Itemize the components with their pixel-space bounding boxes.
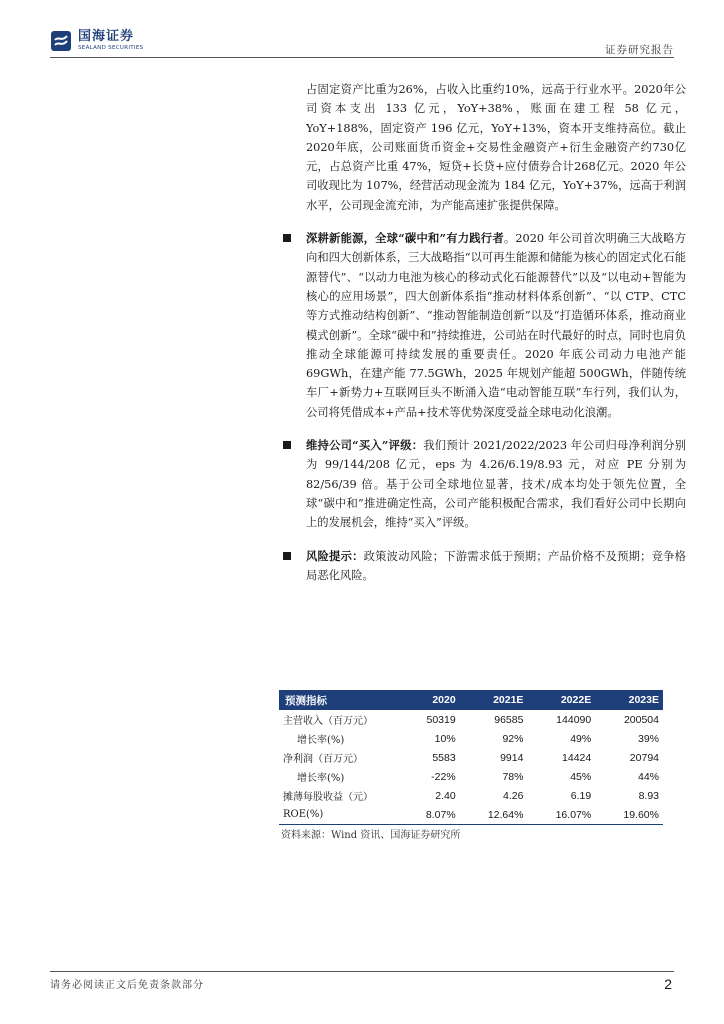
table-cell: 49% — [570, 732, 592, 745]
forecast-table — [279, 690, 663, 825]
page-number: 2 — [664, 976, 672, 992]
bullet-square-icon — [283, 441, 291, 449]
sealand-logo-icon — [50, 30, 72, 52]
table-cell: 96585 — [494, 713, 524, 726]
disclaimer-note: 请务必阅读正文后免责条款部分 — [50, 980, 204, 991]
bullet-text: 我们预计 2021/2022/2023 年公司归母净利润分别为 99/144/208 亿元，eps 为 4.26/6.19/8.93 元，对应 PE 分别为 82/56/39 倍。基于公司全球地位显著，技术/成本均处于领先位置，全球“碳中和”推进确定性高，公司产能积极配合需求，我们看好公司中长期向上的发展机会，维持“买入”评级。 — [306, 439, 687, 530]
table-cell: 12.64% — [460, 805, 528, 825]
intro-paragraph: 占固定资产比重为26%，占收入比重约10%，远高于行业水平。2020年公司资本支出 133 亿元，YoY+38%，账面在建工程 58 亿元，YoY+188%，固定资产 196 亿元，YoY+13%，资本开支维持高位。截止2020年底，公司账面货币资金+交易性金融资产+衍生金融资产约730亿元，占总资产比重 47%，短贷+长贷+应付债券合计268亿元。2020 年公司收现比为 107%，经营活动现金流为 184 亿元，YoY+37%，远高于利润水平，公司现金流充沛，为产能高速扩张提供保障。 — [306, 83, 686, 212]
header-divider — [50, 57, 674, 58]
page-header — [50, 30, 674, 60]
bullet-lead: 风险提示： — [306, 548, 364, 563]
bullet-text: 政策波动风险；下游需求低于预期；产品价格不及预期；竞争格局恶化风险。 — [306, 549, 686, 582]
bullet-lead: 深耕新能源，全球“碳中和”有力践行者 — [306, 231, 504, 246]
bullet-paragraph-risk — [306, 547, 686, 586]
row-label: 主营收入（百万元） — [283, 716, 373, 727]
row-label: 摊薄每股收益（元） — [283, 792, 373, 803]
logo-chinese: 国海证券 — [78, 29, 135, 44]
table-cell: 2.40 — [435, 789, 456, 802]
table-cell: 4.26 — [503, 789, 524, 802]
table-row — [279, 767, 663, 786]
company-logo — [50, 30, 143, 52]
table-cell: 45% — [570, 770, 592, 783]
table-cell: 92% — [502, 732, 524, 745]
table-row — [279, 786, 663, 805]
table-cell: 19.60% — [595, 805, 663, 825]
table-cell: 8.93 — [638, 789, 659, 802]
table-cell: 78% — [502, 770, 524, 783]
bullet-paragraph-rating — [306, 436, 686, 532]
bullet-lead: 维持公司“买入”评级： — [306, 438, 424, 453]
table-cell: 50319 — [426, 713, 456, 726]
row-label: 增长率(%) — [297, 773, 345, 784]
row-label: 净利润（百万元） — [283, 754, 363, 765]
table-cell: 6.19 — [570, 789, 592, 802]
table-cell: 8.07% — [401, 805, 460, 825]
bullet-square-icon — [283, 552, 291, 560]
main-content — [306, 80, 686, 585]
table-cell: 20794 — [629, 751, 659, 764]
table-cell: 144090 — [556, 713, 592, 726]
table-row — [279, 805, 663, 825]
row-label: 增长率(%) — [297, 735, 345, 746]
table-cell: 10% — [434, 732, 456, 745]
table-cell: 200504 — [623, 713, 659, 726]
table-row — [279, 710, 663, 729]
table-cell: 5583 — [432, 751, 456, 764]
bullet-paragraph-strategy — [306, 229, 686, 422]
logo-english: SEALAND SECURITIES — [78, 45, 144, 51]
table-header-cell: 2021E — [460, 690, 528, 710]
table-header-cell: 2023E — [595, 690, 663, 710]
table-row — [279, 748, 663, 767]
table-header-cell: 2022E — [527, 690, 595, 710]
report-type-label: 证券研究报告 — [605, 44, 674, 56]
row-label: ROE(%) — [279, 805, 401, 825]
table-cell: 9914 — [500, 751, 524, 764]
table-header-cell: 2020 — [401, 690, 460, 710]
table-header-cell: 预测指标 — [279, 690, 401, 710]
bullet-square-icon — [283, 234, 291, 242]
table-header-row — [279, 690, 663, 710]
table-cell: 14424 — [562, 751, 592, 764]
bullet-text: 。2020 年公司首次明确三大战略方向和四大创新体系，三大战略指“以可再生能源和储能为核心的固定式化石能源替代”、“以动力电池为核心的移动式化石能源替代”以及“以电动+智能为核心的应用场景”，四大创新体系指“推动材料体系创新”、“以 CTP、CTC 等方式推动结构创新”、“推动智能制造创新”以及“打造循环体系，推动商业模式创新”。全球“碳中和”持续推进，公司站在时代最好的时点，同时也肩负推动全球能源可持续发展的重要责任。2020 年底公司动力电池产能 69GWh，在建产能 77.5GWh，2025 年规划产能超 500GWh，伴随传统车厂+新势力+互联网巨头不断涌入造“电动智能互联”车行列，我们认为，公司将凭借成本+产品+技术等优势深度受益全球电动化浪潮。 — [306, 232, 687, 419]
footer-divider — [50, 971, 674, 972]
table-source-note: 资料来源：Wind 资讯、国海证券研究所 — [281, 830, 461, 841]
table-cell: 16.07% — [527, 805, 595, 825]
table-cell: -22% — [431, 770, 456, 783]
table-row — [279, 729, 663, 748]
table-cell: 39% — [637, 732, 659, 745]
table-cell: 44% — [637, 770, 659, 783]
